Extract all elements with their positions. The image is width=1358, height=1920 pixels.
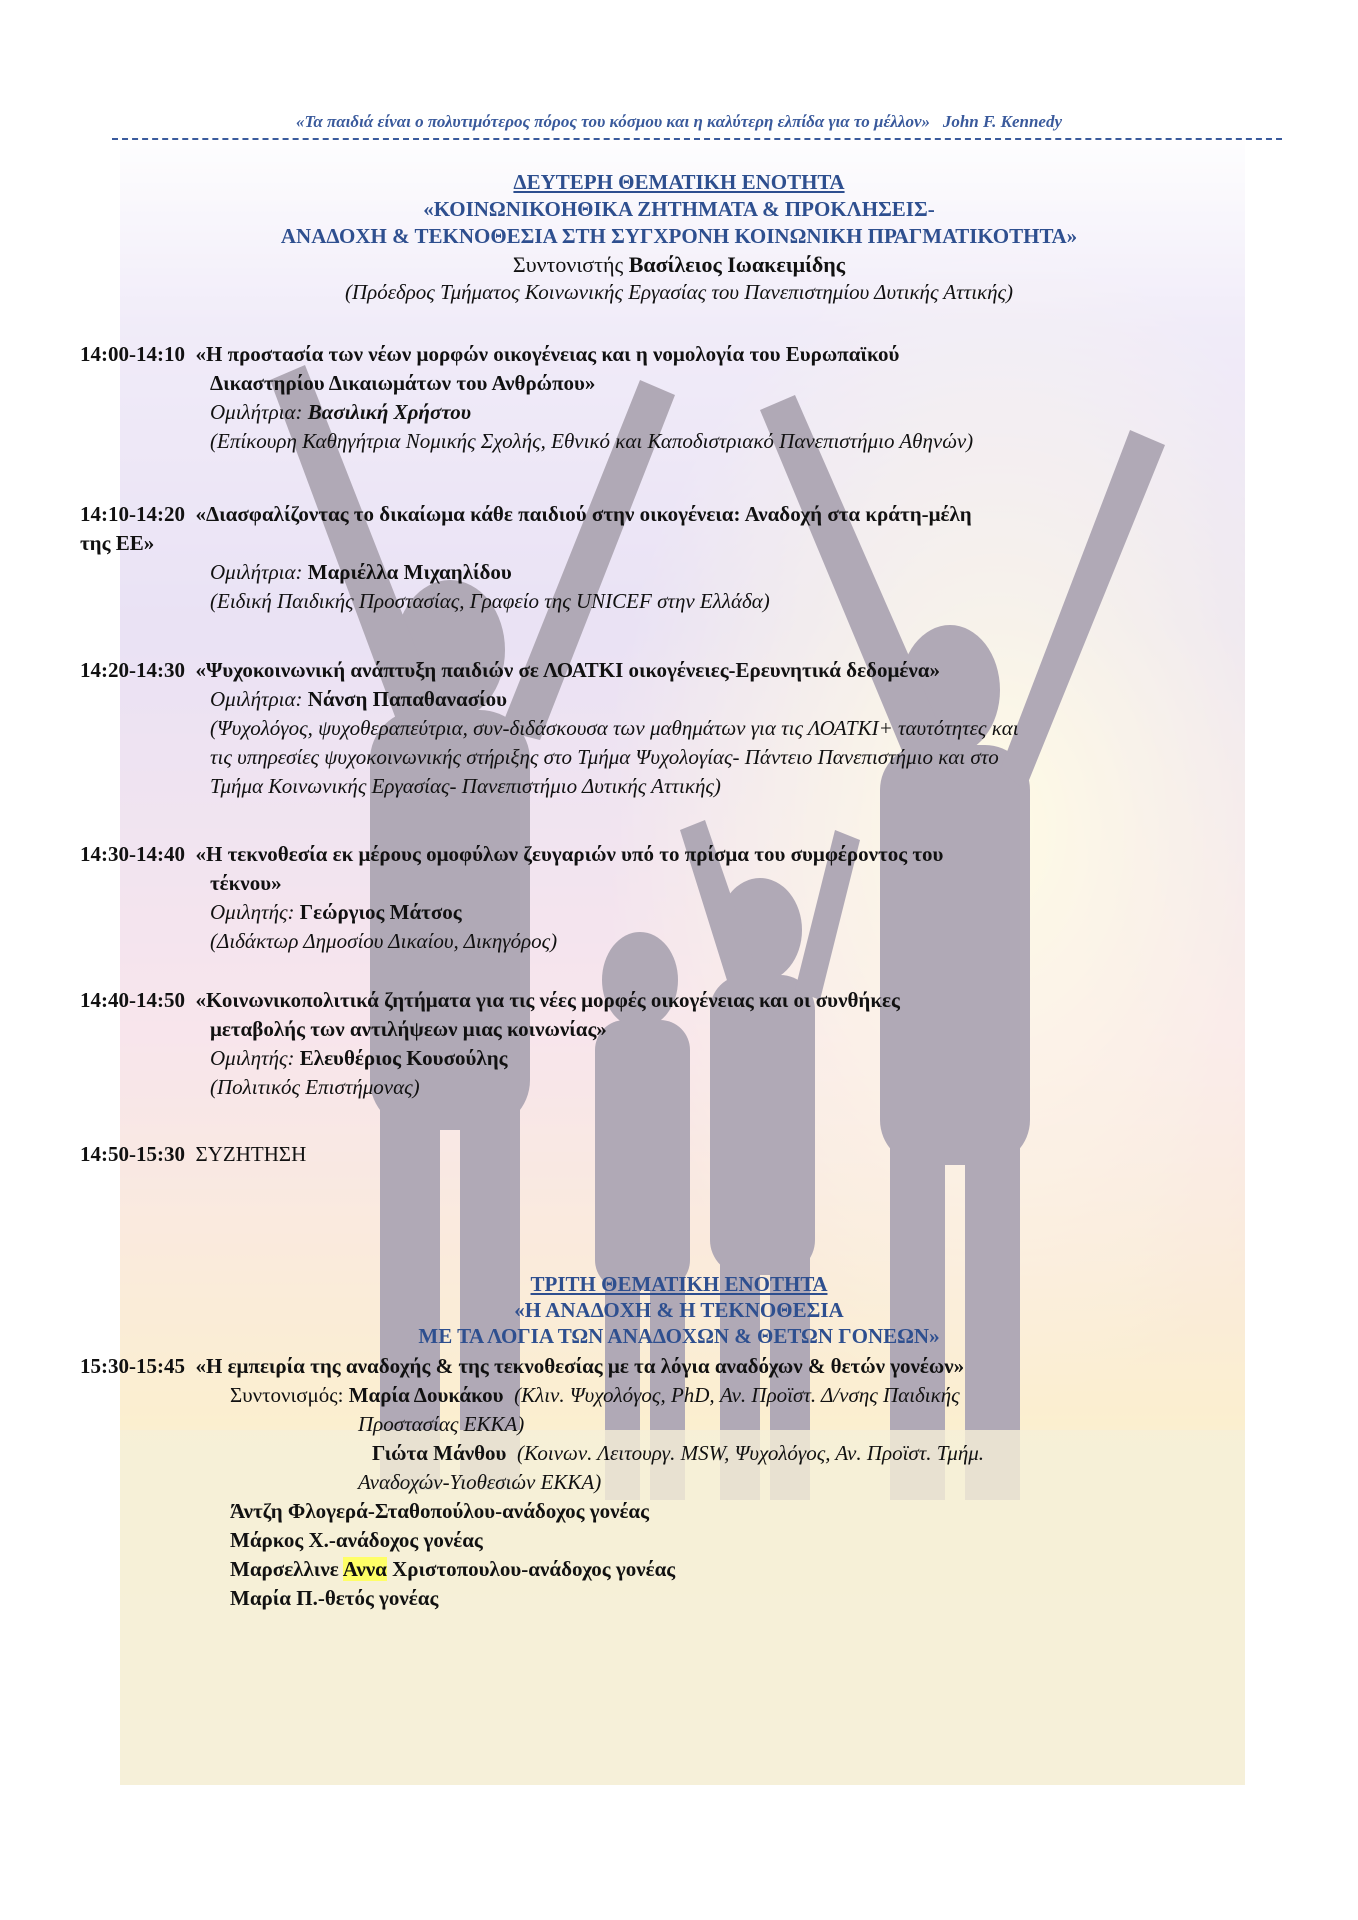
item-title: «Διασφαλίζοντας το δικαίωμα κάθε παιδιού στην οικογένεια: Αναδοχή στα κράτη-μέλη (195, 502, 972, 526)
program-item (80, 340, 1280, 456)
coordinator-affiliation: (Πρόεδρος Τμήματος Κοινωνικής Εργασίας του Πανεπιστημίου Δυτικής Αττικής) (344, 280, 1014, 304)
speaker-role: Ομιλητής: (210, 900, 295, 924)
item-time: 15:30-15:45 (80, 1354, 185, 1378)
item-title-cont: της ΕΕ» (80, 531, 155, 555)
item-title: «Ψυχοκοινωνική ανάπτυξη παιδιών σε ΛΟΑΤΚΙ οικογένειες-Ερευνητικά δεδομένα» (195, 658, 940, 682)
moderator-name: Γιώτα Μάνθου (372, 1441, 507, 1465)
speaker-affiliation: (Επίκουρη Καθηγήτρια Νομικής Σχολής, Εθνικό και Καποδιστριακό Πανεπιστήμιο Αθηνών) (210, 429, 974, 453)
speaker-role: Ομιλήτρια: (210, 400, 303, 424)
item-title: «Η εμπειρία της αναδοχής & της τεκνοθεσίας με τα λόγια αναδόχων & θετών γονέων» (195, 1354, 965, 1378)
program-item (80, 656, 1280, 801)
item-time: 14:20-14:30 (80, 658, 185, 682)
moderator-affiliation-cont: Αναδοχών-Υιοθεσιών ΕΚΚΑ) (358, 1470, 602, 1494)
participant: Μαρία Π.-θετός γονέας (230, 1586, 439, 1610)
program-item (80, 1352, 1280, 1613)
program-item (80, 840, 1280, 956)
moderator-name: Μαρία Δουκάκου (348, 1383, 504, 1407)
item-title: «Κοινωνικοπολιτικά ζητήματα για τις νέες μορφές οικογένειας και οι συνθήκες (195, 988, 900, 1012)
item-title-cont: τέκνου» (210, 871, 282, 895)
participant-part: Χριστοπουλου-ανάδοχος γονέας (386, 1557, 676, 1581)
participant (80, 1555, 1280, 1584)
section2-title: ΔΕΥΤΕΡΗ ΘΕΜΑΤΙΚΗ ΕΝΟΤΗΤΑ (513, 170, 845, 194)
moderator-affiliation-cont: Προστασίας ΕΚΚΑ) (358, 1412, 525, 1436)
section3-title: ΤΡΙΤΗ ΘΕΜΑΤΙΚΗ ΕΝΟΤΗΤΑ (530, 1272, 828, 1296)
speaker-affiliation: (Πολιτικός Επιστήμονας) (210, 1075, 420, 1099)
coordinator-label: Συντονιστής (512, 252, 624, 277)
speaker-name: Βασιλική Χρήστου (307, 400, 472, 424)
program-item (80, 986, 1280, 1102)
coordinator-name: Βασίλειος Ιωακειμίδης (628, 252, 846, 277)
item-time: 14:30-14:40 (80, 842, 185, 866)
quote-text: «Τα παιδιά είναι ο πολυτιμότερος πόρος του κόσμου και η καλύτερη ελπίδα για το μέλλον» (295, 112, 931, 131)
speaker-role: Ομιλήτρια: (210, 687, 303, 711)
speaker-affiliation: (Διδάκτωρ Δημοσίου Δικαίου, Δικηγόρος) (210, 929, 558, 953)
item-title: «Η προστασία των νέων μορφών οικογένειας και η νομολογία του Ευρωπαϊκού (195, 342, 900, 366)
discussion-label: ΣΥΖΗΤΗΣΗ (195, 1142, 307, 1166)
item-title-cont: μεταβολής των αντιλήψεων μιας κοινωνίας» (210, 1017, 607, 1041)
section3-subtitle-line1: «Η ΑΝΑΔΟΧΗ & Η ΤΕΚΝΟΘΕΣΙΑ (514, 1298, 844, 1322)
speaker-name: Νάνση Παπαθανασίου (307, 687, 508, 711)
speaker-affiliation: (Ειδική Παιδικής Προστασίας, Γραφείο της UNICEF στην Ελλάδα) (210, 589, 770, 613)
speaker-affiliation: τις υπηρεσίες ψυχοκοινωνικής στήριξης στο Τμήμα Ψυχολογίας- Πάντειο Πανεπιστήμιο και στο (210, 745, 999, 769)
item-time: 14:40-14:50 (80, 988, 185, 1012)
moderation-label: Συντονισμός: (230, 1383, 344, 1407)
epigraph-quote (0, 112, 1358, 132)
program-item (80, 500, 1280, 616)
speaker-affiliation: Τμήμα Κοινωνικής Εργασίας- Πανεπιστήμιο Δυτικής Αττικής) (210, 774, 721, 798)
speaker-role: Ομιλήτρια: (210, 560, 303, 584)
quote-author: John F. Kennedy (942, 112, 1063, 131)
section2-subtitle-line2: ΑΝΑΔΟΧΗ & ΤΕΚΝΟΘΕΣΙΑ ΣΤΗ ΣΥΓΧΡΟΝΗ ΚΟΙΝΩΝΙΚΗ ΠΡΑΓΜΑΤΙΚΟΤΗΤΑ» (280, 224, 1078, 248)
moderator-affiliation: (Κλιν. Ψυχολόγος, PhD, Αν. Προϊστ. Δ/νσης Παιδικής (514, 1383, 960, 1407)
discussion-time: 14:50-15:30 (80, 1142, 185, 1166)
speaker-name: Μαριέλλα Μιχαηλίδου (307, 560, 512, 584)
moderator-affiliation: (Κοινων. Λειτουργ. MSW, Ψυχολόγος, Αν. Προϊστ. Τμήμ. (516, 1441, 985, 1465)
speaker-affiliation: (Ψυχολόγος, ψυχοθεραπεύτρια, συν-διδάσκουσα των μαθημάτων για τις ΛΟΑΤΚΙ+ ταυτότητες και (210, 716, 1019, 740)
participant: Άντζη Φλογερά-Σταθοπούλου-ανάδοχος γονέας (230, 1499, 650, 1523)
item-time: 14:00-14:10 (80, 342, 185, 366)
participant-part: Μαρσελλινε (230, 1557, 343, 1581)
speaker-name: Γεώργιος Μάτσος (299, 900, 462, 924)
section2-subtitle-line1: «ΚΟΙΝΩΝΙΚΟΗΘΙΚΑ ΖΗΤΗΜΑΤΑ & ΠΡΟΚΛΗΣΕΙΣ- (423, 197, 935, 221)
section2-coordinator (0, 252, 1358, 278)
participant: Μάρκος Χ.-ανάδοχος γονέας (230, 1528, 483, 1552)
speaker-name: Ελευθέριος Κουσούλης (299, 1046, 508, 1070)
item-title: «Η τεκνοθεσία εκ μέρους ομοφύλων ζευγαριών υπό το πρίσμα του συμφέροντος του (195, 842, 944, 866)
item-title-cont: Δικαστηρίου Δικαιωμάτων του Ανθρώπου» (210, 371, 596, 395)
discussion-item (80, 1140, 1280, 1169)
item-time: 14:10-14:20 (80, 502, 185, 526)
speaker-role: Ομιλητής: (210, 1046, 295, 1070)
dashed-separator (112, 138, 1282, 140)
section3-subtitle-line2: ΜΕ ΤΑ ΛΟΓΙΑ ΤΩΝ ΑΝΑΔΟΧΩΝ & ΘΕΤΩΝ ΓΟΝΕΩΝ» (418, 1324, 940, 1348)
highlighted-text: Αννα (342, 1557, 387, 1581)
